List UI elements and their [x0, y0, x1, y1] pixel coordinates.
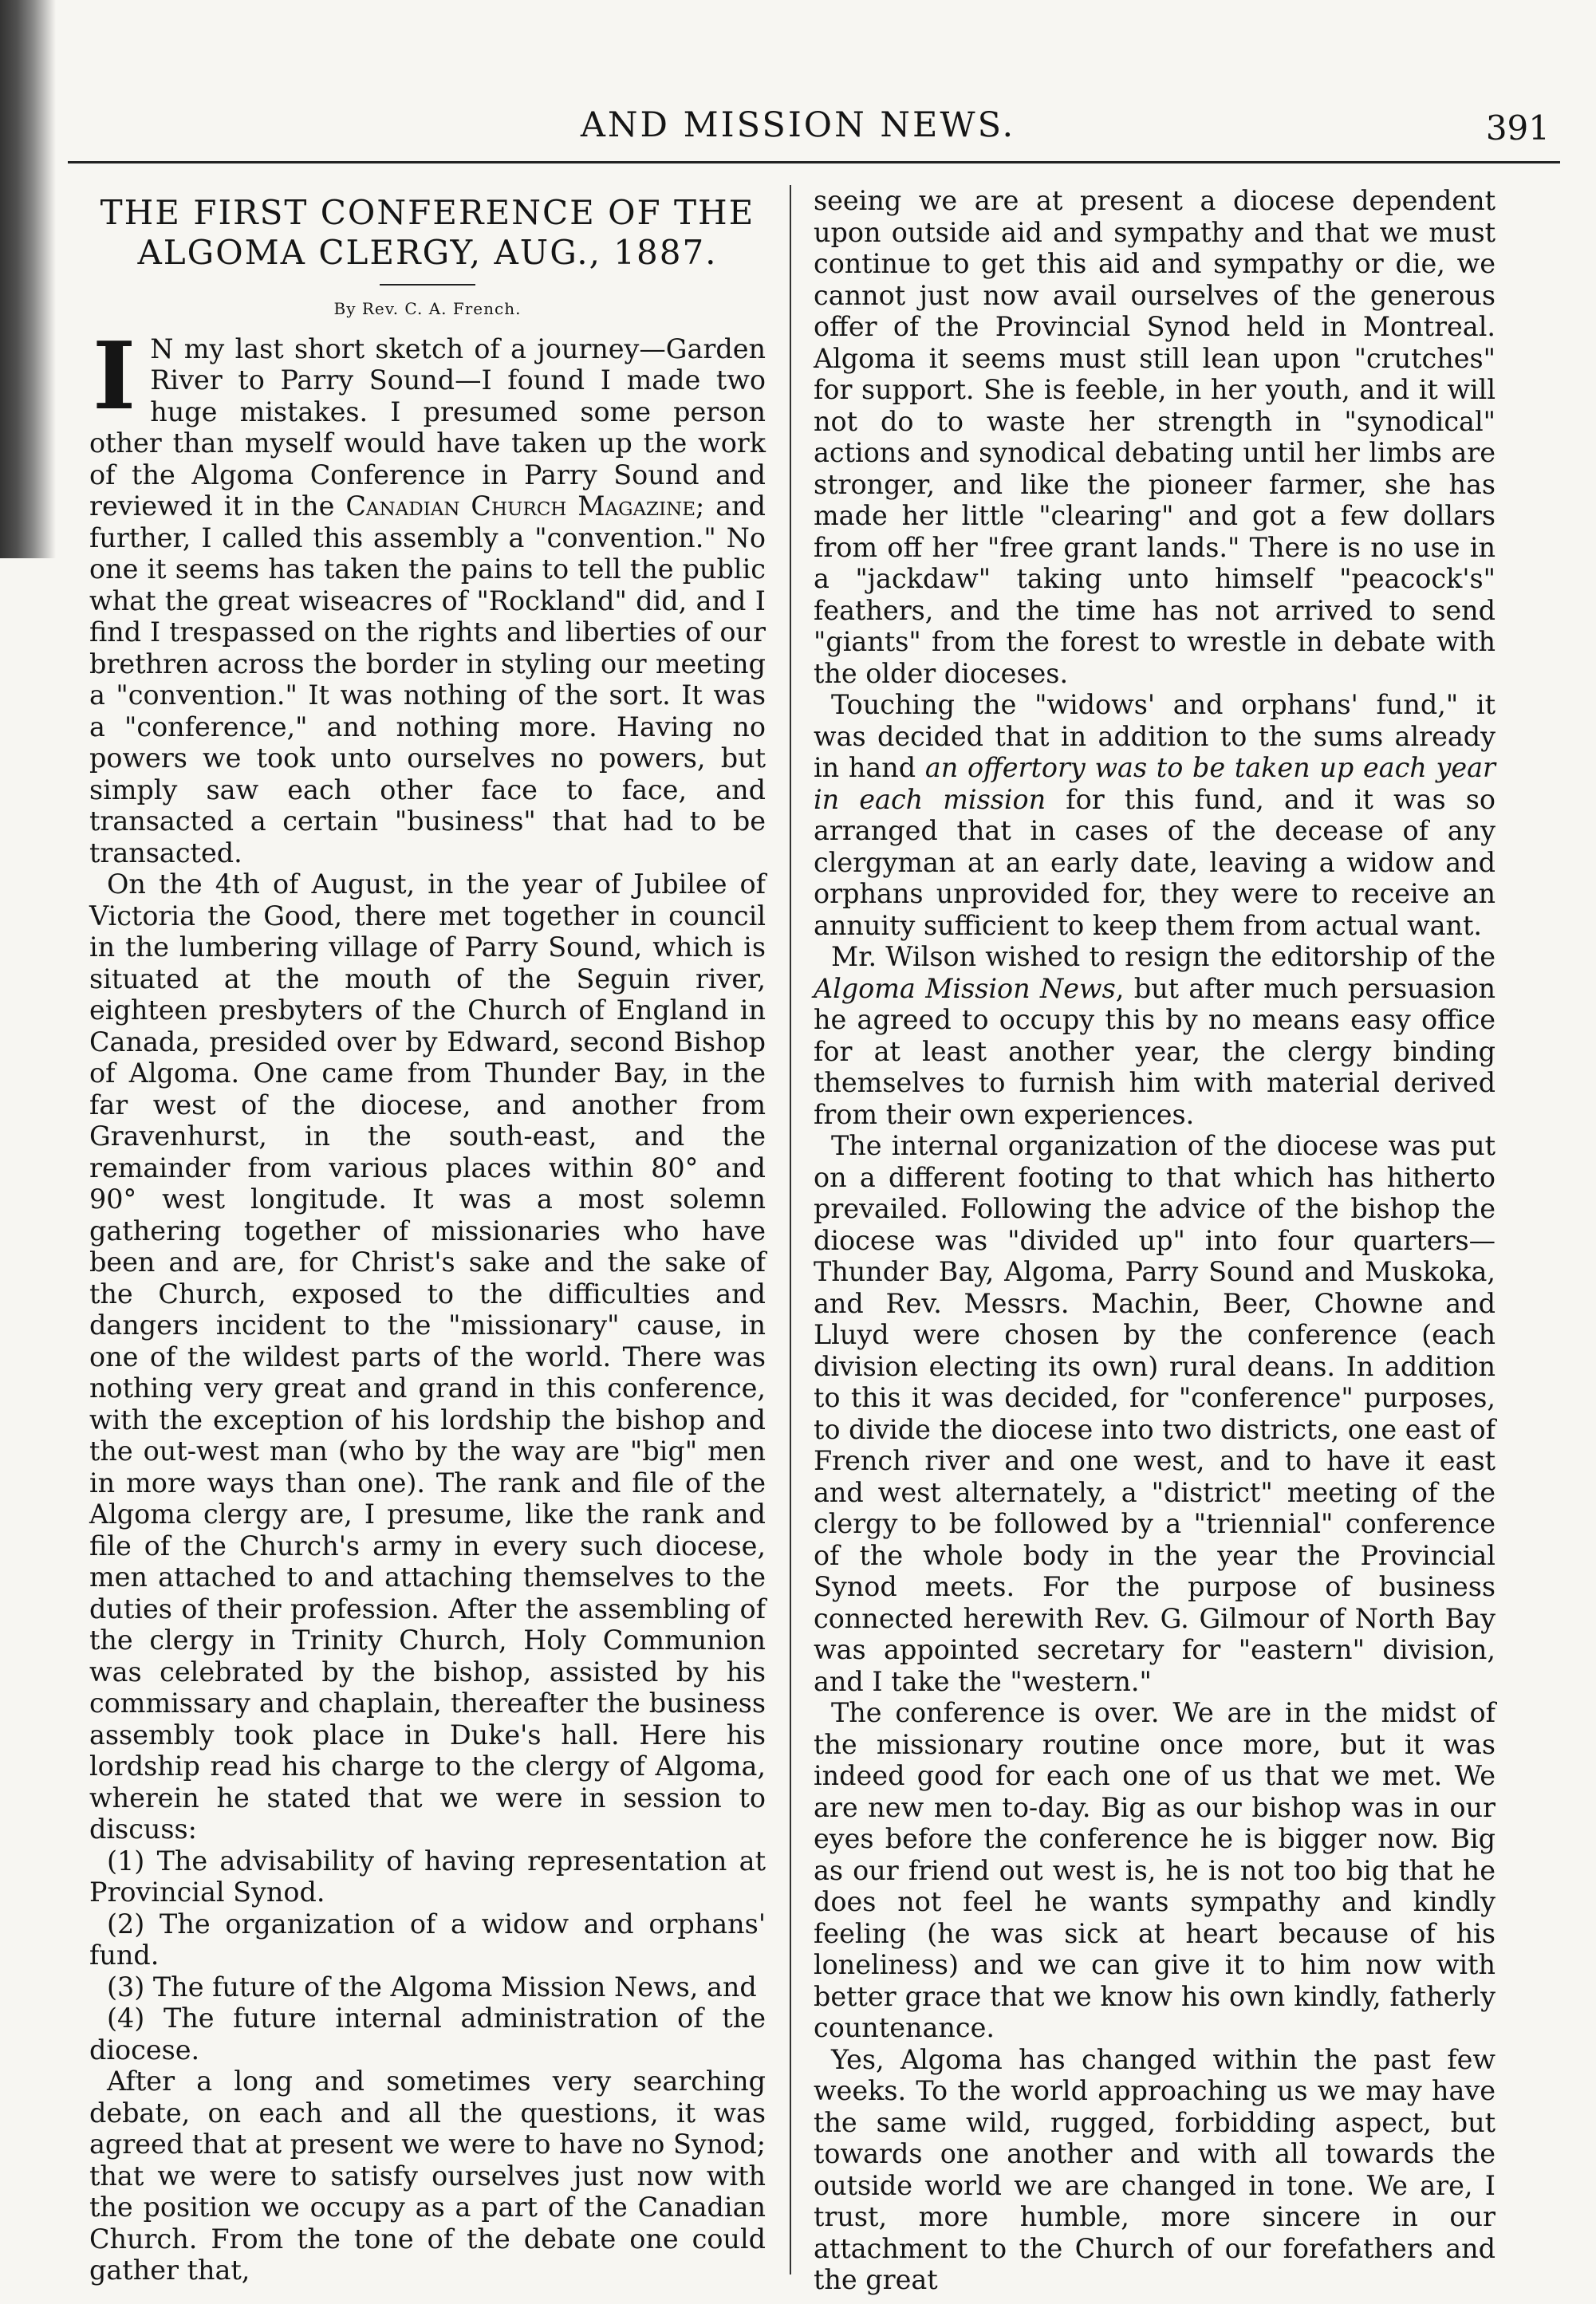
paragraph: Yes, Algoma has changed within the past few weeks. To the world approaching us we may have the same wild, rugged, forbidding aspect, but towards one another and with all towards the outside world we are changed in tone. We are, I trust, more humble, more sincere in our attachment to the Church of our forefathers and the great: [814, 2043, 1496, 2295]
paragraph: [814, 941, 1496, 1130]
paragraph-text: Touching the "widows' and orphans' fund," it was decided that in addition to the sums already in hand: [814, 689, 1496, 783]
title-rule: [380, 284, 475, 286]
left-column: [89, 185, 766, 2286]
paragraph: [89, 321, 766, 869]
italic-text: an offertory was to be taken up each year in each mission: [814, 752, 1496, 815]
paragraph: The conference is over. We are in the midst of the missionary routine once more, but it was indeed good for each one of us that we met. We are new men to-day. Big as our bishop was in our eyes before the conference he is bigger now. Big as our friend out west is, he is not too big that he does not feel he wants sympathy and kindly feeling (he was sick at heart because of his loneliness) and we can give it to him now with better grace that we know his own kindly, fatherly countenance.: [814, 1697, 1496, 2043]
paragraph-text: Mr. Wilson wished to resign the editorship of the: [831, 941, 1496, 972]
list-item: (2) The organization of a widow and orphans' fund.: [89, 1908, 766, 1971]
header-rule: [68, 161, 1560, 163]
list-item: (4) The future internal administration of the diocese.: [89, 2003, 766, 2066]
byline: By Rev. C. A. French.: [333, 299, 522, 318]
magazine-name: Canadian Church Magazine: [345, 490, 696, 522]
page-header: [0, 94, 1596, 158]
paragraph-text: for this fund, and it was so arranged that in cases of the decease of any clergyman at an early date, leaving a widow and orphans unprovided for, they were to receive an annuity sufficient to keep them from actual want.: [814, 783, 1496, 941]
list-item: (1) The advisability of having representation at Provincial Synod.: [89, 1845, 766, 1908]
paragraph-text: N my last short sketch of a journey—Garden River to Parry Sound—I found I made two huge mistakes. I presumed some person other than myself would have taken up the work of the Algoma Conference in Parry Sound and reviewed it in the: [89, 333, 766, 522]
scanned-page-edge: [0, 0, 56, 558]
drop-cap: I: [93, 321, 136, 431]
paragraph: The internal organization of the diocese was put on a different footing to that which has hitherto prevailed. Following the advice of the bishop the diocese was "divided up" into four quarters—Thunder Bay, Algoma, Parry Sound and Muskoka, and Rev. Messrs. Machin, Beer, Chowne and Lluyd were chosen by the conference (each division electing its own) rural deans. In addition to this it was decided, for "conference" purposes, to divide the diocese into two districts, one east of French river and one west, and to have it east and west alternately, a "district" meeting of the clergy to be followed by a "triennial" conference of the whole body in the year the Provincial Synod meets. For the purpose of business connected herewith Rev. G. Gilmour of North Bay was appointed secretary for "eastern" division, and I take the "western.": [814, 1130, 1496, 1697]
article-title: [89, 193, 766, 273]
paragraph: On the 4th of August, in the year of Jubilee of Victoria the Good, there met together in council in the lumbering village of Parry Sound, which is situated at the mouth of the Seguin river, eighteen presbyters of the Church of England in Canada, presided over by Edward, second Bishop of Algoma. One came from Thunder Bay, in the far west of the diocese, and another from Gravenhurst, in the south-east, and the remainder from various places within 80° and 90° west longitude. It was a most solemn gathering together of missionaries who have been and are, for Christ's sake and the sake of the Church, exposed to the difficulties and dangers incident to the "missionary" cause, in one of the wildest parts of the world. There was nothing very great and grand in this conference, with the exception of his lordship the bishop and the out-west man (who by the way are "big" men in more ways than one). The rank and file of the Algoma clergy are, I presume, like the rank and file of the Church's army in every such diocese, men attached to and attaching themselves to the duties of their profession. After the assembling of the clergy in Trinity Church, Holy Communion was celebrated by the bishop, assisted by his commissary and chaplain, thereafter the business assembly took place in Duke's hall. Here his lordship read his charge to the clergy of Algoma, wherein he stated that we were in session to discuss:: [89, 868, 766, 1845]
right-column: [814, 185, 1496, 2295]
article-title-line-1: THE FIRST CONFERENCE OF THE: [100, 193, 755, 232]
list-item: (3) The future of the Algoma Mission News, and: [107, 1971, 757, 2003]
running-title: AND MISSION NEWS.: [580, 105, 1016, 145]
paragraph: seeing we are at present a diocese dependent upon outside aid and sympathy and that we must continue to get this aid and sympathy or die, we cannot just now avail ourselves of the generous offer of the Provincial Synod held in Montreal. Algoma it seems must still lean upon "crutches" for support. She is feeble, in her youth, and it will not do to waste her strength in "synodical" actions and synodical debating until her limbs are stronger, and like the pioneer farmer, she has made her little "clearing" and got a few dollars from off her "free grant lands." There is no use in a "jackdaw" taking unto himself "peacock's" feathers, and the time has not arrived to send "giants" from the forest to wrestle in debate with the older dioceses.: [814, 185, 1496, 689]
page-number: 391: [1485, 108, 1550, 148]
paragraph-text: ; and further, I called this assembly a "convention." No one it seems has taken the pains to tell the public what the great wiseacres of "Rockland" did, and I find I trespassed on the rights and liberties of our brethren across the border in styling our meeting a "convention." It was nothing of the sort. It was a "conference," and nothing more. Having no powers we took unto ourselves no powers, but simply saw each other face to face, and transacted a certain "business" that had to be transacted.: [89, 490, 766, 868]
paragraph: [814, 689, 1496, 941]
article-title-line-2: ALGOMA CLERGY, AUG., 1887.: [137, 233, 718, 272]
publication-name: Algoma Mission News: [814, 972, 1116, 1004]
paragraph: After a long and sometimes very searching debate, on each and all the questions, it was agreed that at present we were to have no Synod; that we were to satisfy ourselves just now with the position we occupy as a part of the Canadian Church. From the tone of the debate one could gather that,: [89, 2066, 766, 2286]
paragraph-text: , but after much persuasion he agreed to occupy this by no means easy office for at least another year, the clergy binding themselves to furnish him with material derived from their own experiences.: [814, 972, 1496, 1130]
column-divider: [790, 185, 791, 2274]
